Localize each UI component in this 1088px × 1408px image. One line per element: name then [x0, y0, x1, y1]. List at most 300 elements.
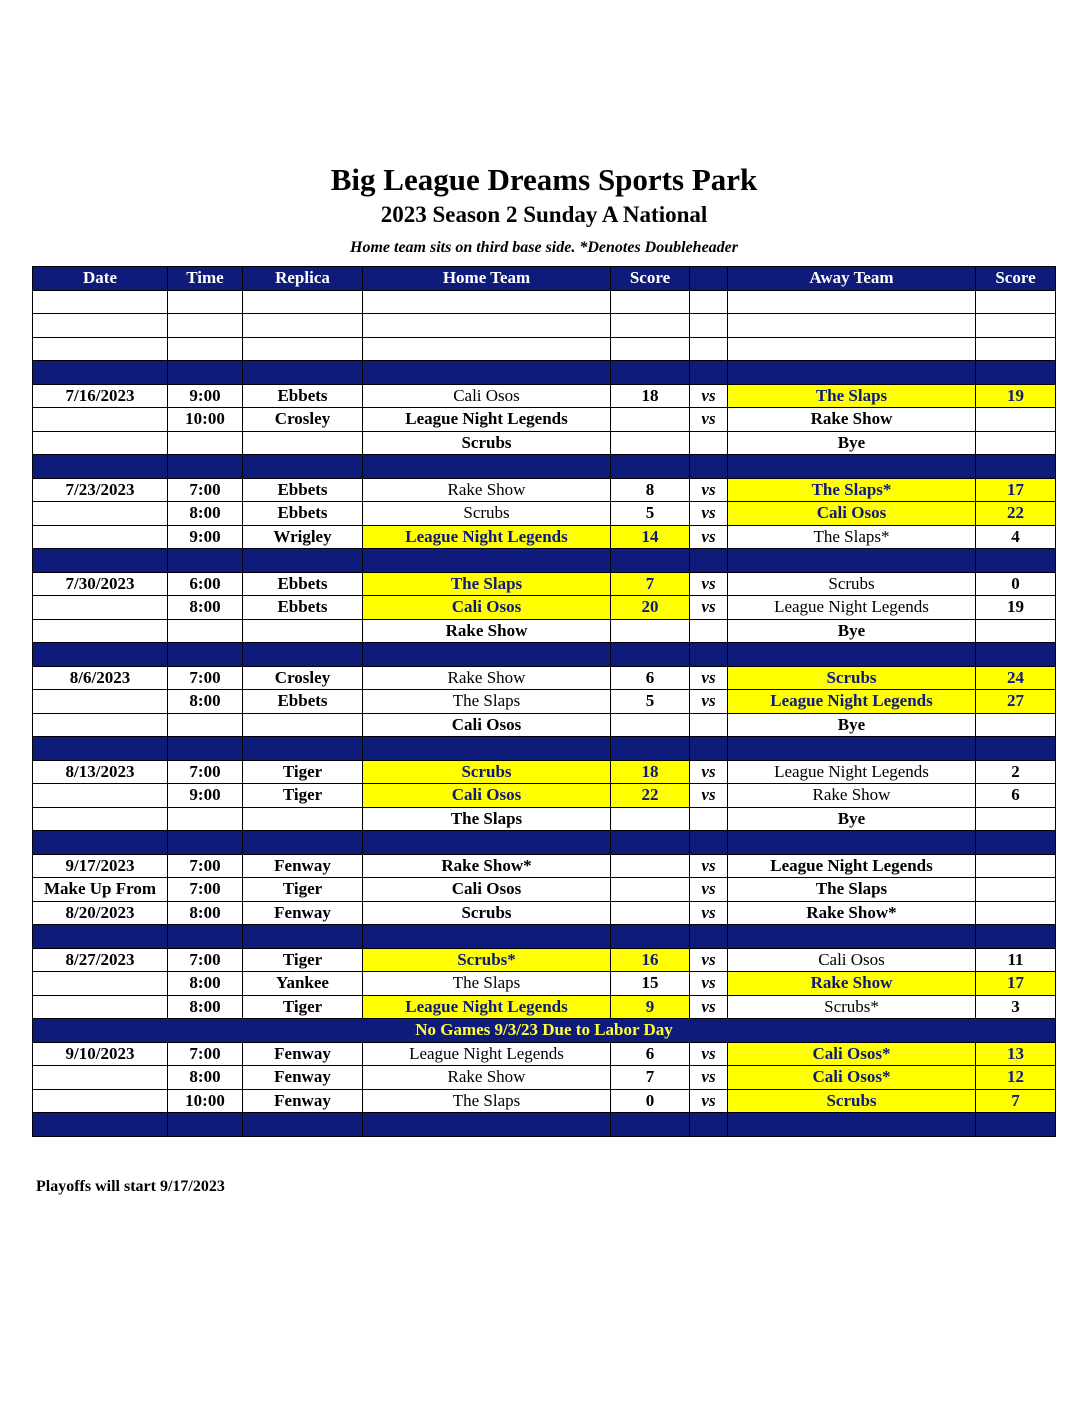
empty-cell [363, 337, 611, 361]
empty-cell [690, 290, 728, 314]
date-cell [33, 784, 168, 808]
home-score-cell [611, 878, 690, 902]
away-team-cell: Cali Osos [728, 502, 976, 526]
date-cell [33, 807, 168, 831]
replica-cell [243, 619, 363, 643]
away-team-cell: Rake Show [728, 972, 976, 996]
away-score-cell: 13 [976, 1042, 1056, 1066]
away-team-cell: Cali Osos* [728, 1042, 976, 1066]
empty-cell [611, 831, 690, 855]
home-team-cell: Scrubs [363, 760, 611, 784]
empty-cell [243, 455, 363, 479]
replica-cell: Ebbets [243, 572, 363, 596]
replica-cell: Tiger [243, 878, 363, 902]
away-team-cell: Scrubs [728, 572, 976, 596]
replica-cell: Ebbets [243, 690, 363, 714]
empty-cell [33, 549, 168, 573]
away-team-cell: League Night Legends [728, 690, 976, 714]
vs-cell [690, 619, 728, 643]
empty-cell [611, 925, 690, 949]
empty-cell [363, 737, 611, 761]
empty-cell [690, 337, 728, 361]
home-team-cell: Cali Osos [363, 384, 611, 408]
home-score-cell [611, 901, 690, 925]
date-cell [33, 972, 168, 996]
separator-row [33, 455, 1056, 479]
away-team-cell: The Slaps [728, 878, 976, 902]
empty-cell [33, 337, 168, 361]
col-header-away-team: Away Team [728, 267, 976, 291]
empty-cell [168, 361, 243, 385]
away-score-cell: 4 [976, 525, 1056, 549]
date-cell: 8/20/2023 [33, 901, 168, 925]
empty-cell [243, 290, 363, 314]
empty-cell [243, 643, 363, 667]
home-team-cell: League Night Legends [363, 1042, 611, 1066]
home-score-cell: 7 [611, 572, 690, 596]
empty-cell [33, 831, 168, 855]
col-header-date: Date [33, 267, 168, 291]
separator-row [33, 925, 1056, 949]
date-cell: 8/6/2023 [33, 666, 168, 690]
empty-cell [611, 290, 690, 314]
empty-cell [690, 1113, 728, 1137]
empty-cell [363, 361, 611, 385]
vs-cell: vs [690, 596, 728, 620]
home-team-cell: The Slaps [363, 572, 611, 596]
away-score-cell: 2 [976, 760, 1056, 784]
away-score-cell: 24 [976, 666, 1056, 690]
empty-cell [168, 290, 243, 314]
away-score-cell: 11 [976, 948, 1056, 972]
date-cell: 9/17/2023 [33, 854, 168, 878]
vs-cell: vs [690, 995, 728, 1019]
away-score-cell [976, 807, 1056, 831]
empty-cell [243, 337, 363, 361]
empty-cell [611, 737, 690, 761]
home-score-cell: 6 [611, 666, 690, 690]
empty-cell [33, 737, 168, 761]
time-cell: 7:00 [168, 666, 243, 690]
empty-cell [243, 549, 363, 573]
time-cell: 8:00 [168, 690, 243, 714]
blank-row [33, 314, 1056, 338]
empty-cell [363, 314, 611, 338]
away-team-cell: The Slaps* [728, 525, 976, 549]
away-team-cell: Rake Show [728, 408, 976, 432]
home-team-cell: League Night Legends [363, 525, 611, 549]
home-team-cell: Rake Show [363, 1066, 611, 1090]
away-score-cell: 22 [976, 502, 1056, 526]
empty-cell [363, 455, 611, 479]
home-score-cell: 5 [611, 502, 690, 526]
away-team-cell: Rake Show* [728, 901, 976, 925]
date-cell: 8/13/2023 [33, 760, 168, 784]
col-header-replica: Replica [243, 267, 363, 291]
empty-cell [976, 737, 1056, 761]
empty-cell [243, 314, 363, 338]
home-team-cell: Rake Show* [363, 854, 611, 878]
date-cell [33, 408, 168, 432]
empty-cell [611, 549, 690, 573]
replica-cell: Tiger [243, 995, 363, 1019]
away-score-cell [976, 854, 1056, 878]
home-team-cell: Scrubs [363, 502, 611, 526]
replica-cell: Fenway [243, 1042, 363, 1066]
vs-cell: vs [690, 1066, 728, 1090]
home-score-cell: 16 [611, 948, 690, 972]
home-team-cell: Rake Show [363, 619, 611, 643]
away-score-cell [976, 878, 1056, 902]
away-score-cell [976, 713, 1056, 737]
empty-cell [33, 361, 168, 385]
separator-row [33, 831, 1056, 855]
vs-cell: vs [690, 525, 728, 549]
date-cell [33, 1066, 168, 1090]
separator-row [33, 643, 1056, 667]
away-team-cell: The Slaps* [728, 478, 976, 502]
game-row [33, 854, 1056, 878]
empty-cell [976, 290, 1056, 314]
empty-cell [363, 549, 611, 573]
game-row [33, 784, 1056, 808]
game-row [33, 408, 1056, 432]
time-cell [168, 713, 243, 737]
empty-cell [690, 314, 728, 338]
date-cell [33, 690, 168, 714]
game-row [33, 713, 1056, 737]
game-row [33, 619, 1056, 643]
empty-cell [728, 737, 976, 761]
away-team-cell: Rake Show [728, 784, 976, 808]
vs-cell: vs [690, 1089, 728, 1113]
empty-cell [976, 455, 1056, 479]
home-team-cell: The Slaps [363, 690, 611, 714]
home-team-cell: The Slaps [363, 807, 611, 831]
home-score-cell: 5 [611, 690, 690, 714]
replica-cell: Tiger [243, 760, 363, 784]
empty-cell [690, 831, 728, 855]
empty-cell [611, 314, 690, 338]
home-team-cell: League Night Legends [363, 995, 611, 1019]
away-team-cell: Cali Osos* [728, 1066, 976, 1090]
page-subtitle: 2023 Season 2 Sunday A National [380, 202, 708, 227]
empty-cell [690, 737, 728, 761]
home-team-cell: The Slaps [363, 1089, 611, 1113]
away-team-cell: Scrubs [728, 1089, 976, 1113]
col-header-away-score: Score [976, 267, 1056, 291]
empty-cell [243, 831, 363, 855]
date-cell: 7/30/2023 [33, 572, 168, 596]
date-cell [33, 713, 168, 737]
replica-cell: Fenway [243, 901, 363, 925]
empty-cell [363, 290, 611, 314]
game-row [33, 878, 1056, 902]
time-cell: 6:00 [168, 572, 243, 596]
empty-cell [976, 831, 1056, 855]
date-cell [33, 619, 168, 643]
time-cell: 8:00 [168, 995, 243, 1019]
game-row [33, 995, 1056, 1019]
game-row [33, 572, 1056, 596]
home-score-cell: 20 [611, 596, 690, 620]
empty-cell [728, 361, 976, 385]
away-score-cell: 27 [976, 690, 1056, 714]
empty-cell [611, 643, 690, 667]
empty-cell [168, 643, 243, 667]
away-score-cell [976, 408, 1056, 432]
vs-cell: vs [690, 972, 728, 996]
empty-cell [690, 925, 728, 949]
empty-cell [168, 831, 243, 855]
date-cell [33, 1089, 168, 1113]
home-team-cell: Cali Osos [363, 713, 611, 737]
empty-cell [976, 643, 1056, 667]
home-team-cell: Cali Osos [363, 596, 611, 620]
time-cell: 8:00 [168, 596, 243, 620]
empty-cell [976, 549, 1056, 573]
game-row [33, 478, 1056, 502]
empty-cell [728, 643, 976, 667]
home-score-cell: 15 [611, 972, 690, 996]
vs-cell: vs [690, 760, 728, 784]
date-cell [33, 525, 168, 549]
date-cell: 8/27/2023 [33, 948, 168, 972]
no-games-banner-row [33, 1019, 1056, 1043]
time-cell [168, 431, 243, 455]
empty-cell [168, 737, 243, 761]
empty-cell [728, 831, 976, 855]
replica-cell: Tiger [243, 784, 363, 808]
empty-cell [33, 290, 168, 314]
empty-cell [168, 925, 243, 949]
blank-row [33, 337, 1056, 361]
home-team-cell: Cali Osos [363, 784, 611, 808]
blank-row [33, 290, 1056, 314]
time-cell: 7:00 [168, 478, 243, 502]
away-score-cell: 0 [976, 572, 1056, 596]
away-score-cell: 17 [976, 478, 1056, 502]
replica-cell: Ebbets [243, 596, 363, 620]
home-score-cell: 22 [611, 784, 690, 808]
col-header-home-team: Home Team [363, 267, 611, 291]
empty-cell [976, 314, 1056, 338]
replica-cell [243, 807, 363, 831]
away-score-cell [976, 901, 1056, 925]
game-row [33, 1066, 1056, 1090]
away-score-cell: 19 [976, 384, 1056, 408]
empty-cell [611, 1113, 690, 1137]
empty-cell [363, 831, 611, 855]
empty-cell [976, 337, 1056, 361]
separator-row [33, 737, 1056, 761]
home-score-cell: 0 [611, 1089, 690, 1113]
date-cell [33, 502, 168, 526]
away-score-cell: 12 [976, 1066, 1056, 1090]
time-cell [168, 619, 243, 643]
empty-cell [728, 925, 976, 949]
home-score-cell: 14 [611, 525, 690, 549]
empty-cell [728, 1113, 976, 1137]
away-score-cell: 7 [976, 1089, 1056, 1113]
empty-cell [33, 455, 168, 479]
replica-cell: Ebbets [243, 502, 363, 526]
time-cell: 8:00 [168, 901, 243, 925]
home-score-cell [611, 854, 690, 878]
home-score-cell [611, 408, 690, 432]
no-games-banner: No Games 9/3/23 Due to Labor Day [33, 1019, 1056, 1043]
empty-cell [33, 925, 168, 949]
game-row [33, 384, 1056, 408]
vs-cell: vs [690, 408, 728, 432]
away-score-cell [976, 619, 1056, 643]
empty-cell [611, 337, 690, 361]
separator-row [33, 1113, 1056, 1137]
game-row [33, 690, 1056, 714]
away-team-cell: Bye [728, 431, 976, 455]
home-score-cell: 8 [611, 478, 690, 502]
date-cell: Make Up From [33, 878, 168, 902]
home-score-cell: 9 [611, 995, 690, 1019]
away-team-cell: Cali Osos [728, 948, 976, 972]
separator-row [33, 549, 1056, 573]
empty-cell [728, 314, 976, 338]
empty-cell [728, 290, 976, 314]
date-cell: 7/16/2023 [33, 384, 168, 408]
game-row [33, 502, 1056, 526]
empty-cell [243, 1113, 363, 1137]
vs-cell [690, 713, 728, 737]
away-team-cell: Bye [728, 713, 976, 737]
replica-cell [243, 431, 363, 455]
away-team-cell: Scrubs* [728, 995, 976, 1019]
date-cell [33, 596, 168, 620]
away-score-cell: 6 [976, 784, 1056, 808]
empty-cell [33, 1113, 168, 1137]
vs-cell: vs [690, 878, 728, 902]
home-team-cell: League Night Legends [363, 408, 611, 432]
date-cell: 9/10/2023 [33, 1042, 168, 1066]
away-team-cell: League Night Legends [728, 596, 976, 620]
empty-cell [168, 337, 243, 361]
empty-cell [611, 455, 690, 479]
empty-cell [243, 925, 363, 949]
empty-cell [976, 361, 1056, 385]
playoffs-note: Playoffs will start 9/17/2023 [36, 1178, 225, 1195]
vs-cell: vs [690, 1042, 728, 1066]
vs-cell: vs [690, 901, 728, 925]
replica-cell: Yankee [243, 972, 363, 996]
empty-cell [168, 549, 243, 573]
col-header-vs [690, 267, 728, 291]
time-cell: 8:00 [168, 1066, 243, 1090]
vs-cell: vs [690, 854, 728, 878]
home-team-cell: Rake Show [363, 478, 611, 502]
time-cell: 7:00 [168, 760, 243, 784]
replica-cell: Ebbets [243, 478, 363, 502]
header-row [33, 267, 1056, 291]
empty-cell [690, 643, 728, 667]
empty-cell [690, 455, 728, 479]
home-score-cell [611, 431, 690, 455]
empty-cell [33, 643, 168, 667]
replica-cell: Fenway [243, 1066, 363, 1090]
time-cell: 7:00 [168, 854, 243, 878]
date-cell: 7/23/2023 [33, 478, 168, 502]
time-cell: 10:00 [168, 408, 243, 432]
away-team-cell: The Slaps [728, 384, 976, 408]
replica-cell: Tiger [243, 948, 363, 972]
away-score-cell: 3 [976, 995, 1056, 1019]
time-cell: 9:00 [168, 525, 243, 549]
time-cell: 8:00 [168, 972, 243, 996]
away-team-cell: Scrubs [728, 666, 976, 690]
time-cell [168, 807, 243, 831]
separator-row [33, 361, 1056, 385]
empty-cell [728, 337, 976, 361]
game-row [33, 972, 1056, 996]
empty-cell [976, 925, 1056, 949]
game-row [33, 807, 1056, 831]
empty-cell [168, 1113, 243, 1137]
time-cell: 7:00 [168, 878, 243, 902]
game-row [33, 1089, 1056, 1113]
away-score-cell [976, 431, 1056, 455]
empty-cell [243, 361, 363, 385]
empty-cell [33, 314, 168, 338]
home-score-cell [611, 713, 690, 737]
away-score-cell: 19 [976, 596, 1056, 620]
vs-cell: vs [690, 384, 728, 408]
empty-cell [611, 361, 690, 385]
schedule-body [33, 290, 1056, 1136]
home-team-cell: Scrubs* [363, 948, 611, 972]
time-cell: 9:00 [168, 384, 243, 408]
home-score-cell: 18 [611, 760, 690, 784]
empty-cell [168, 455, 243, 479]
game-row [33, 596, 1056, 620]
date-cell [33, 431, 168, 455]
empty-cell [363, 643, 611, 667]
home-team-cell: The Slaps [363, 972, 611, 996]
vs-cell [690, 431, 728, 455]
home-score-cell: 7 [611, 1066, 690, 1090]
replica-cell: Crosley [243, 408, 363, 432]
vs-cell: vs [690, 666, 728, 690]
empty-cell [690, 361, 728, 385]
home-score-cell: 18 [611, 384, 690, 408]
empty-cell [690, 549, 728, 573]
empty-cell [728, 549, 976, 573]
replica-cell: Crosley [243, 666, 363, 690]
vs-cell: vs [690, 572, 728, 596]
home-team-cell: Scrubs [363, 901, 611, 925]
home-team-cell: Cali Osos [363, 878, 611, 902]
empty-cell [363, 1113, 611, 1137]
vs-cell [690, 807, 728, 831]
time-cell: 8:00 [168, 502, 243, 526]
time-cell: 7:00 [168, 1042, 243, 1066]
page-title: Big League Dreams Sports Park [330, 162, 758, 197]
time-cell: 10:00 [168, 1089, 243, 1113]
away-team-cell: Bye [728, 619, 976, 643]
date-cell [33, 995, 168, 1019]
time-cell: 7:00 [168, 948, 243, 972]
game-row [33, 525, 1056, 549]
vs-cell: vs [690, 948, 728, 972]
away-score-cell: 17 [976, 972, 1056, 996]
home-score-cell [611, 619, 690, 643]
